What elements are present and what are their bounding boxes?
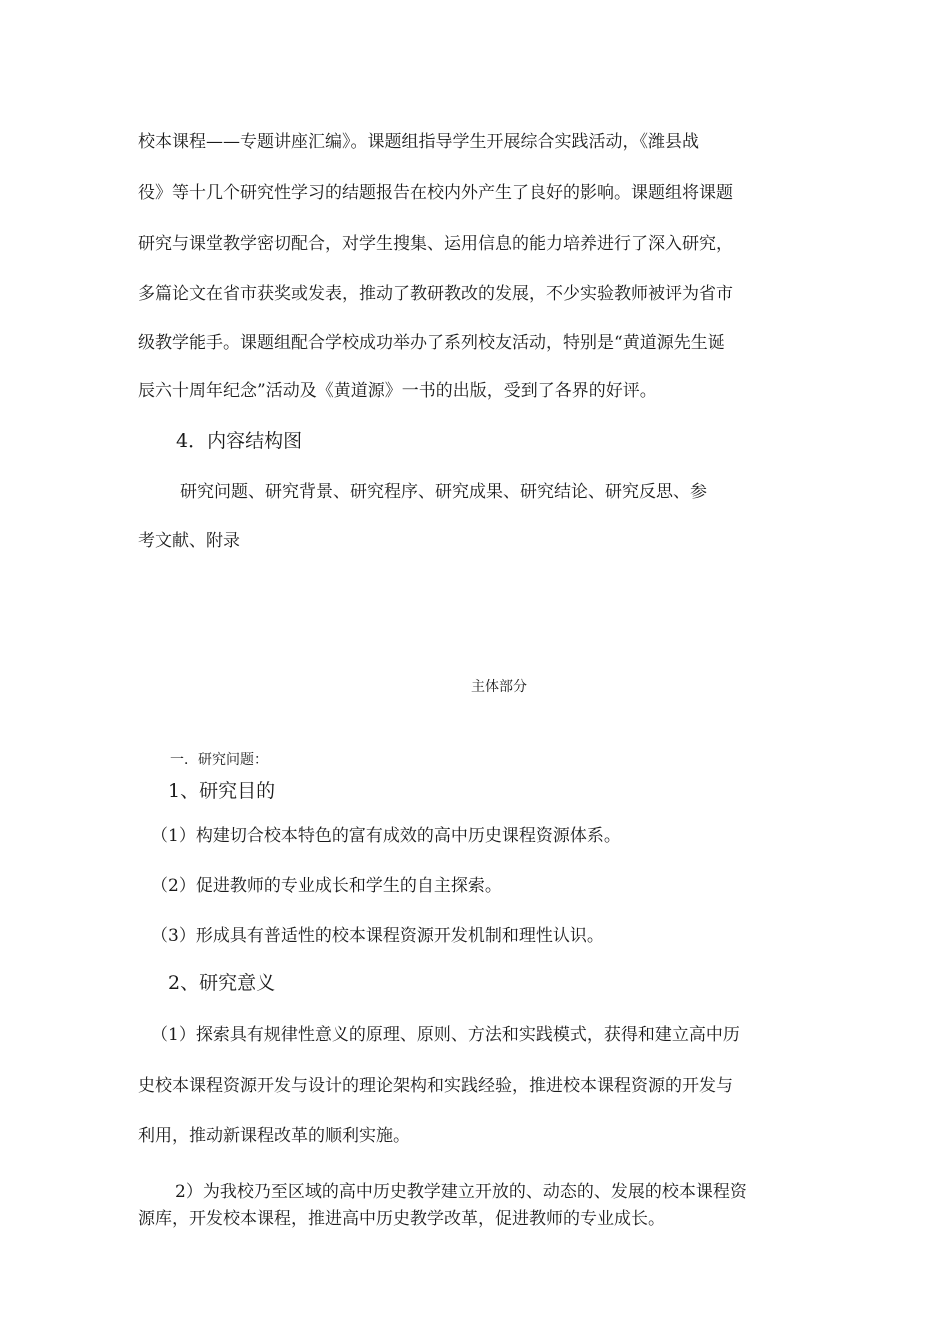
- list-item: （2）促进教师的专业成长和学生的自主探索。: [151, 876, 502, 896]
- paragraph-line: 2）为我校乃至区域的高中历史教学建立开放的、动态的、发展的校本课程资: [175, 1182, 747, 1202]
- part-heading: 一．研究问题：: [170, 752, 268, 768]
- subsection-heading: 2、研究意义: [168, 972, 276, 994]
- paragraph-line: 校本课程——专题讲座汇编》。课题组指导学生开展综合实践活动，《潍县战: [138, 132, 699, 152]
- paragraph-line: 研究与课堂教学密切配合，对学生搜集、运用信息的能力培养进行了深入研究，: [138, 234, 733, 254]
- list-item: （1）构建切合校本特色的富有成效的高中历史课程资源体系。: [151, 826, 621, 846]
- paragraph-line: 级教学能手。课题组配合学校成功举办了系列校友活动，特别是“黄道源先生诞: [138, 333, 725, 353]
- paragraph-line: 利用，推动新课程改革的顺利实施。: [138, 1126, 410, 1146]
- paragraph-line: 考文献、附录: [138, 531, 240, 551]
- paragraph-line: 源库，开发校本课程，推进高中历史教学改革，促进教师的专业成长。: [138, 1209, 665, 1229]
- paragraph-line: 史校本课程资源开发与设计的理论架构和实践经验，推进校本课程资源的开发与: [138, 1076, 733, 1096]
- paragraph-line: 多篇论文在省市获奖或发表，推动了教研教改的发展，不少实验教师被评为省市: [138, 284, 733, 304]
- paragraph-line: （1）探索具有规律性意义的原理、原则、方法和实践模式，获得和建立高中历: [151, 1025, 740, 1045]
- section-heading: 4．内容结构图: [176, 430, 303, 452]
- main-title: 主体部分: [471, 679, 527, 695]
- paragraph-line: 役》等十几个研究性学习的结题报告在校内外产生了良好的影响。课题组将课题: [138, 183, 733, 203]
- list-item: （3）形成具有普适性的校本课程资源开发机制和理性认识。: [151, 926, 604, 946]
- subsection-heading: 1、研究目的: [168, 780, 276, 802]
- paragraph-line: 辰六十周年纪念”活动及《黄道源》一书的出版，受到了各界的好评。: [138, 381, 657, 401]
- paragraph-line: 研究问题、研究背景、研究程序、研究成果、研究结论、研究反思、参: [180, 482, 707, 502]
